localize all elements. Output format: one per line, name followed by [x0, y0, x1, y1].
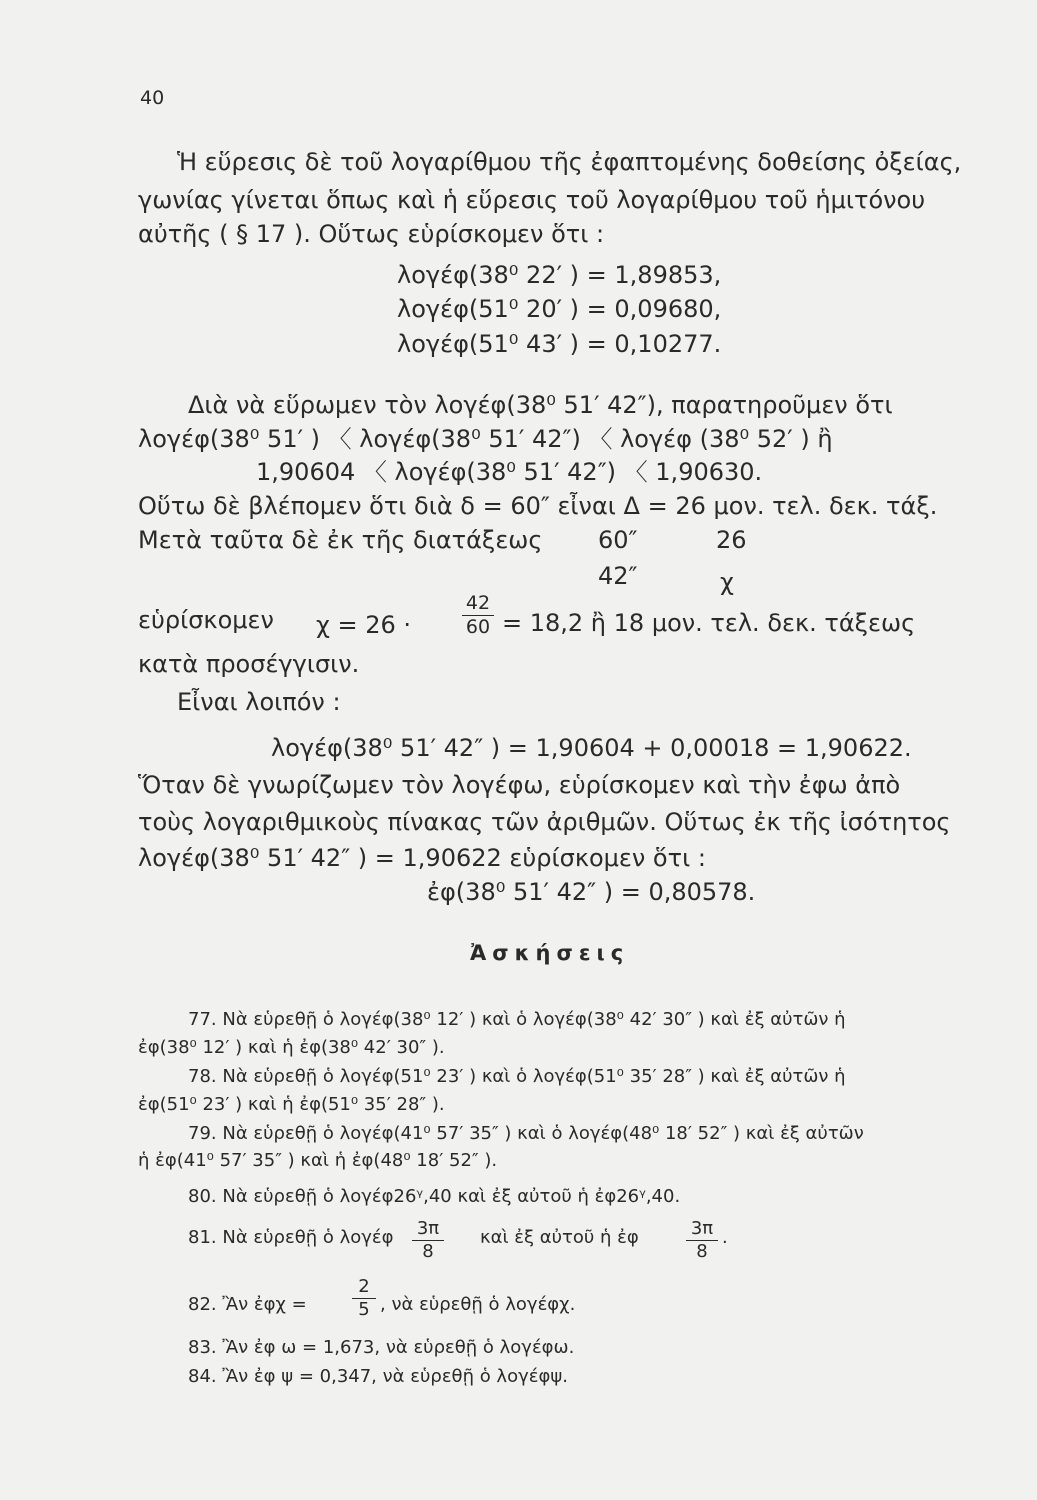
formula-line-1: λογέφ(38⁰ 22′ ) = 1,89853,	[397, 261, 722, 289]
arrangement-42: 42″	[598, 562, 638, 590]
exercise-77-line-2: ἐφ(38⁰ 12′ ) καὶ ἡ ἐφ(38⁰ 42′ 30″ ).	[138, 1037, 445, 1058]
body-line-11: Ὅταν δὲ γνωρίζωμεν τὸν λογέφω, εὑρίσκομεν καὶ τὴν ἐφω ἀπὸ	[138, 771, 901, 799]
exercise-83: 83. Ἂν ἐφ ω = 1,673, νὰ εὑρεθῇ ὁ λογέφω.	[188, 1337, 575, 1358]
exercise-82-fraction-numerator: 2	[352, 1278, 376, 1299]
result-label: εὑρίσκομεν	[138, 606, 274, 634]
body-line-9: Εἶναι λοιπόν :	[177, 688, 341, 716]
intro-line-3: αὐτῆς ( § 17 ). Οὕτως εὑρίσκομεν ὅτι :	[138, 220, 605, 248]
exercises-heading: Ἀσκήσεις	[470, 941, 630, 965]
body-line-13: λογέφ(38⁰ 51′ 42″ ) = 1,90622 εὑρίσκομεν ὅτι :	[138, 844, 706, 872]
exercise-82-fraction-denominator: 5	[358, 1299, 370, 1320]
arrangement-x: χ	[720, 568, 734, 596]
exercise-82-text: 82. Ἂν ἐφχ =	[188, 1294, 307, 1315]
arrangement-26: 26	[716, 526, 747, 554]
body-line-12: τοὺς λογαριθμικοὺς πίνακας τῶν ἀριθμῶν. Οὕτως ἐκ τῆς ἰσότητος	[138, 808, 951, 836]
exercise-81-middle: καὶ ἐξ αὐτοῦ ἡ ἐφ	[480, 1227, 639, 1248]
page-number: 40	[140, 87, 165, 109]
exercise-81-text: 81. Νὰ εὑρεθῇ ὁ λογέφ	[188, 1227, 394, 1248]
exercise-78-line-1: 78. Νὰ εὑρεθῇ ὁ λογέφ(51⁰ 23′ ) καὶ ὁ λογέφ(51⁰ 35′ 28″ ) καὶ ἐξ αὐτῶν ἡ	[188, 1066, 846, 1087]
exercise-81-end: .	[722, 1227, 728, 1248]
exercise-81-fraction-2	[686, 1220, 718, 1261]
exercise-79-line-1: 79. Νὰ εὑρεθῇ ὁ λογέφ(41⁰ 57′ 35″ ) καὶ ὁ λογέφ(48⁰ 18′ 52″ ) καὶ ἐξ αὐτῶν	[188, 1123, 864, 1144]
exercise-82-fraction	[352, 1278, 376, 1319]
exercise-78-line-2: ἐφ(51⁰ 23′ ) καὶ ἡ ἐφ(51⁰ 35′ 28″ ).	[138, 1094, 445, 1115]
formula-line-2: λογέφ(51⁰ 20′ ) = 0,09680,	[397, 295, 722, 323]
body-line-10: λογέφ(38⁰ 51′ 42″ ) = 1,90604 + 0,00018 = 1,90622.	[271, 734, 912, 762]
intro-line-2: γωνίας γίνεται ὅπως καὶ ἡ εὕρεσις τοῦ λογαρίθμου τοῦ ἡμιτόνου	[138, 186, 926, 214]
body-line-1: Διὰ νὰ εὕρωμεν τὸν λογέφ(38⁰ 51′ 42″), παρατηροῦμεν ὅτι	[188, 391, 893, 419]
body-line-3: 1,90604 〈 λογέφ(38⁰ 51′ 42″) 〈 1,90630.	[256, 458, 763, 486]
formula-line-3: λογέφ(51⁰ 43′ ) = 0,10277.	[397, 330, 722, 358]
body-line-2: λογέφ(38⁰ 51′ ) 〈 λογέφ(38⁰ 51′ 42″) 〈 λογέφ (38⁰ 52′ ) ἢ	[138, 425, 833, 453]
exercise-84: 84. Ἂν ἐφ ψ = 0,347, νὰ εὑρεθῇ ὁ λογέφψ.	[188, 1366, 568, 1387]
exercise-81-fraction-1-numerator: 3π	[412, 1220, 444, 1241]
arrangement-60: 60″	[598, 526, 638, 554]
exercise-80: 80. Νὰ εὑρεθῇ ὁ λογέφ26ᵞ,40 καὶ ἐξ αὐτοῦ ἡ ἐφ26ᵞ,40.	[188, 1186, 681, 1207]
body-line-8: κατὰ προσέγγισιν.	[138, 650, 360, 678]
exercise-81-fraction-1	[412, 1220, 444, 1261]
exercise-81-fraction-2-denominator: 8	[696, 1241, 708, 1262]
result-value: = 18,2 ἢ 18 μον. τελ. δεκ. τάξεως	[502, 609, 916, 637]
exercise-81-fraction-1-denominator: 8	[422, 1241, 434, 1262]
exercise-79-line-2: ἡ ἐφ(41⁰ 57′ 35″ ) καὶ ἡ ἐφ(48⁰ 18′ 52″ ).	[138, 1150, 498, 1171]
result-fraction	[462, 594, 494, 637]
exercise-82-rest: , νὰ εὑρεθῇ ὁ λογέφχ.	[380, 1294, 576, 1315]
body-line-4: Οὕτω δὲ βλέπομεν ὅτι διὰ δ = 60″ εἶναι Δ = 26 μον. τελ. δεκ. τάξ.	[138, 492, 938, 520]
arrangement-label: Μετὰ ταῦτα δὲ ἐκ τῆς διατάξεως	[138, 526, 543, 554]
result-equation: χ = 26 ·	[316, 611, 412, 639]
exercise-77-line-1: 77. Νὰ εὑρεθῇ ὁ λογέφ(38⁰ 12′ ) καὶ ὁ λογέφ(38⁰ 42′ 30″ ) καὶ ἐξ αὐτῶν ἡ	[188, 1009, 846, 1030]
body-line-14: ἐφ(38⁰ 51′ 42″ ) = 0,80578.	[427, 878, 756, 906]
exercise-81-fraction-2-numerator: 3π	[686, 1220, 718, 1241]
result-fraction-denominator: 60	[465, 616, 491, 638]
intro-line-1: Ἡ εὕρεσις δὲ τοῦ λογαρίθμου τῆς ἐφαπτομένης δοθείσης ὀξείας,	[177, 148, 962, 176]
result-fraction-numerator: 42	[462, 594, 494, 616]
